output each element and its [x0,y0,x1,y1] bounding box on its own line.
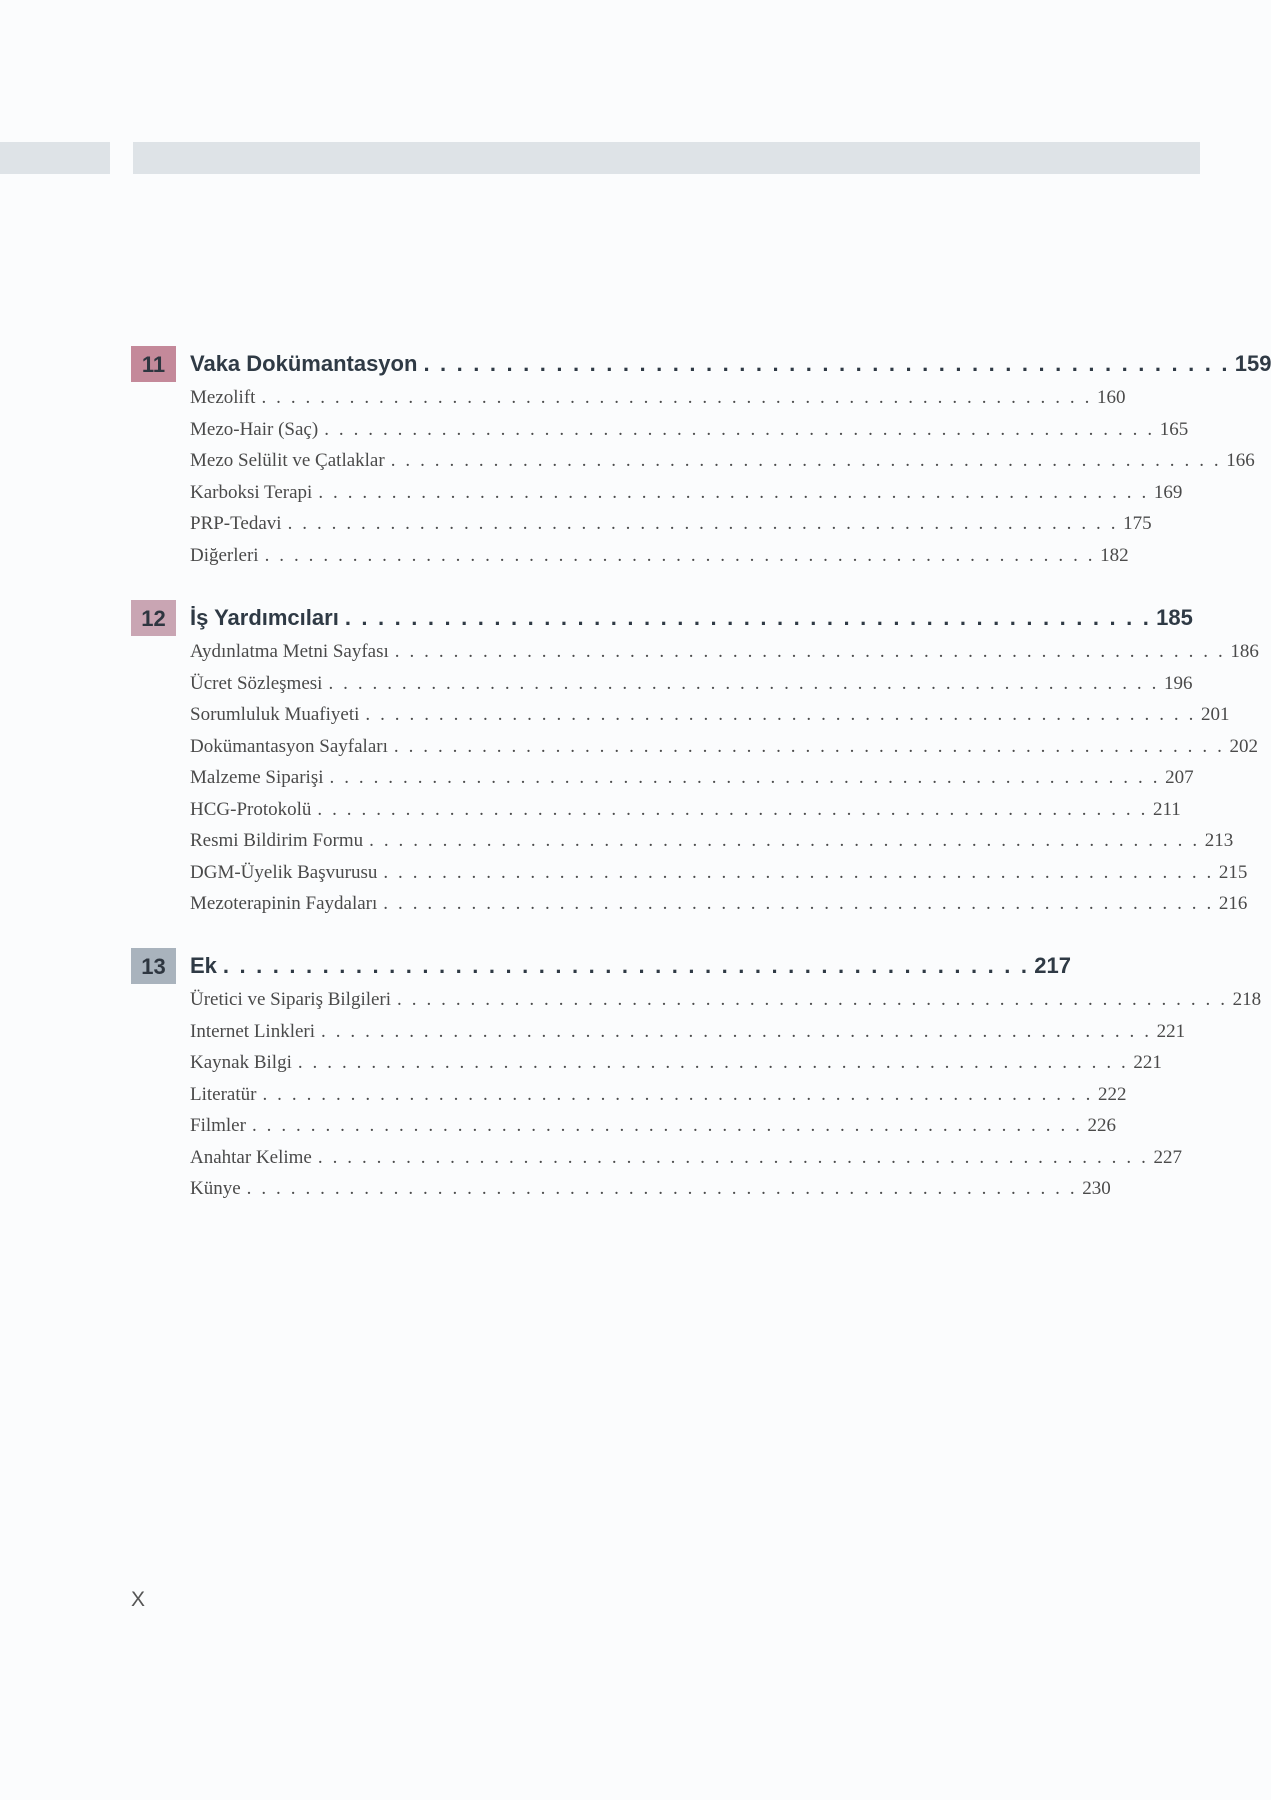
toc-entry[interactable] [190,382,1126,414]
entry-title: Diğerleri [190,544,259,566]
toc-entry[interactable] [190,794,1181,826]
dot-leader [324,414,1155,446]
entry-title: Literatür [190,1083,257,1105]
entry-page: 221 [1133,1052,1162,1073]
dot-leader [383,888,1214,920]
chapter-number-badge: 11 [131,346,176,382]
entry-title: Filmler [190,1115,246,1136]
chapter-title: Ek [190,953,217,978]
entry-list [190,984,1262,1205]
toc-entry[interactable] [190,668,1193,700]
entry-list [190,636,1259,920]
entry-title: Künye [190,1178,241,1199]
dot-leader [395,636,1226,668]
toc-entry[interactable] [190,762,1194,794]
entry-page: 207 [1165,767,1194,788]
toc-entry[interactable] [190,1079,1127,1111]
entry-page: 215 [1218,861,1248,883]
toc-entry[interactable] [190,1110,1117,1142]
entry-page: 226 [1087,1115,1117,1136]
toc-entry[interactable] [190,414,1189,446]
entry-title: Kaynak Bilgi [190,1052,292,1073]
entry-page: 166 [1226,450,1255,471]
chapter-title-row [190,948,1071,984]
toc-entry[interactable] [190,445,1255,477]
chapter-title: İş Yardımcıları [190,605,339,630]
dot-leader [318,477,1149,509]
entry-page: 213 [1204,830,1234,851]
chapter-number-badge: 12 [131,600,176,636]
dot-leader [265,540,1096,572]
chapter-title-row [190,346,1271,382]
toc-entry[interactable] [190,1173,1111,1205]
dot-leader [365,699,1196,731]
entry-title: Mezo-Hair (Saç) [190,418,319,440]
entry-title: Ücret Sözleşmesi [190,672,323,694]
entry-page: 160 [1097,387,1126,408]
entry-page: 218 [1232,989,1262,1010]
dot-leader [330,762,1161,794]
entry-title: Mezoterapinin Faydaları [190,893,378,914]
entry-page: 165 [1159,418,1189,440]
toc-entry[interactable] [190,731,1258,763]
chapter-page: 217 [1034,953,1071,978]
entry-title: Internet Linkleri [190,1020,316,1042]
entry-page: 211 [1152,798,1181,820]
chapter-title-row [190,600,1193,636]
toc-entry[interactable] [190,825,1234,857]
entry-page: 169 [1153,481,1183,503]
chapter-11 [131,346,1271,571]
toc-entry[interactable] [190,857,1248,889]
toc-entry[interactable] [190,1047,1162,1079]
toc-entry[interactable] [190,477,1183,509]
dot-leader [223,948,1029,984]
toc-entry[interactable] [190,1142,1182,1174]
toc-entry[interactable] [190,540,1129,572]
chapter-page: 185 [1156,605,1193,630]
toc-entry[interactable] [190,984,1262,1016]
entry-title: Malzeme Siparişi [190,767,324,788]
dot-leader [261,382,1092,414]
entry-page: 202 [1229,735,1258,757]
entry-page: 182 [1100,544,1129,566]
entry-title: HCG-Protokolü [190,798,312,820]
entry-page: 175 [1123,513,1152,534]
dot-leader [252,1110,1083,1142]
dot-leader [318,1142,1149,1174]
entry-page: 201 [1200,704,1230,725]
entry-page: 196 [1164,672,1193,694]
entry-title: Sorumluluk Muafiyeti [190,704,360,725]
dot-leader [262,1079,1093,1111]
entry-page: 227 [1153,1146,1182,1168]
entry-title: Aydınlatma Metni Sayfası [190,641,389,662]
dot-leader [397,984,1228,1016]
toc-entry[interactable] [190,508,1152,540]
dot-leader [394,731,1225,763]
header-band-left [0,142,110,174]
dot-leader [317,794,1148,826]
entry-page: 230 [1082,1178,1111,1199]
dot-leader [321,1016,1152,1048]
chapter-heading[interactable] [131,600,1193,636]
entry-title: PRP-Tedavi [190,513,282,534]
dot-leader [423,346,1229,382]
entry-page: 222 [1098,1083,1127,1105]
page-number: X [131,1588,146,1611]
entry-page: 186 [1230,641,1259,662]
dot-leader [369,825,1200,857]
toc-entry[interactable] [190,888,1248,920]
entry-title: Karboksi Terapi [190,481,313,503]
entry-title: Dokümantasyon Sayfaları [190,735,388,757]
dot-leader [328,668,1159,700]
dot-leader [383,857,1214,889]
toc-entry[interactable] [190,636,1259,668]
entry-title: Anahtar Kelime [190,1146,312,1168]
chapter-heading[interactable] [131,346,1271,382]
entry-title: Üretici ve Sipariş Bilgileri [190,989,392,1010]
chapter-12 [131,600,1259,920]
entry-list [190,382,1255,571]
dot-leader [298,1047,1129,1079]
entry-title: Resmi Bildirim Formu [190,830,364,851]
entry-page: 216 [1218,893,1248,914]
toc-entry[interactable] [190,699,1230,731]
entry-title: Mezo Selülit ve Çatlaklar [190,450,385,471]
chapter-number-badge: 13 [131,948,176,984]
dot-leader [391,445,1222,477]
chapter-heading[interactable] [131,948,1071,984]
dot-leader [288,508,1119,540]
entry-title: Mezolift [190,387,256,408]
toc-entry[interactable] [190,1016,1186,1048]
header-band-right [133,142,1200,174]
chapter-title: Vaka Dokümantasyon [190,351,418,376]
entry-title: DGM-Üyelik Başvurusu [190,861,378,883]
chapter-13 [131,948,1262,1205]
dot-leader [247,1173,1078,1205]
dot-leader [345,600,1151,636]
chapter-page: 159 [1234,351,1271,376]
entry-page: 221 [1156,1020,1186,1042]
